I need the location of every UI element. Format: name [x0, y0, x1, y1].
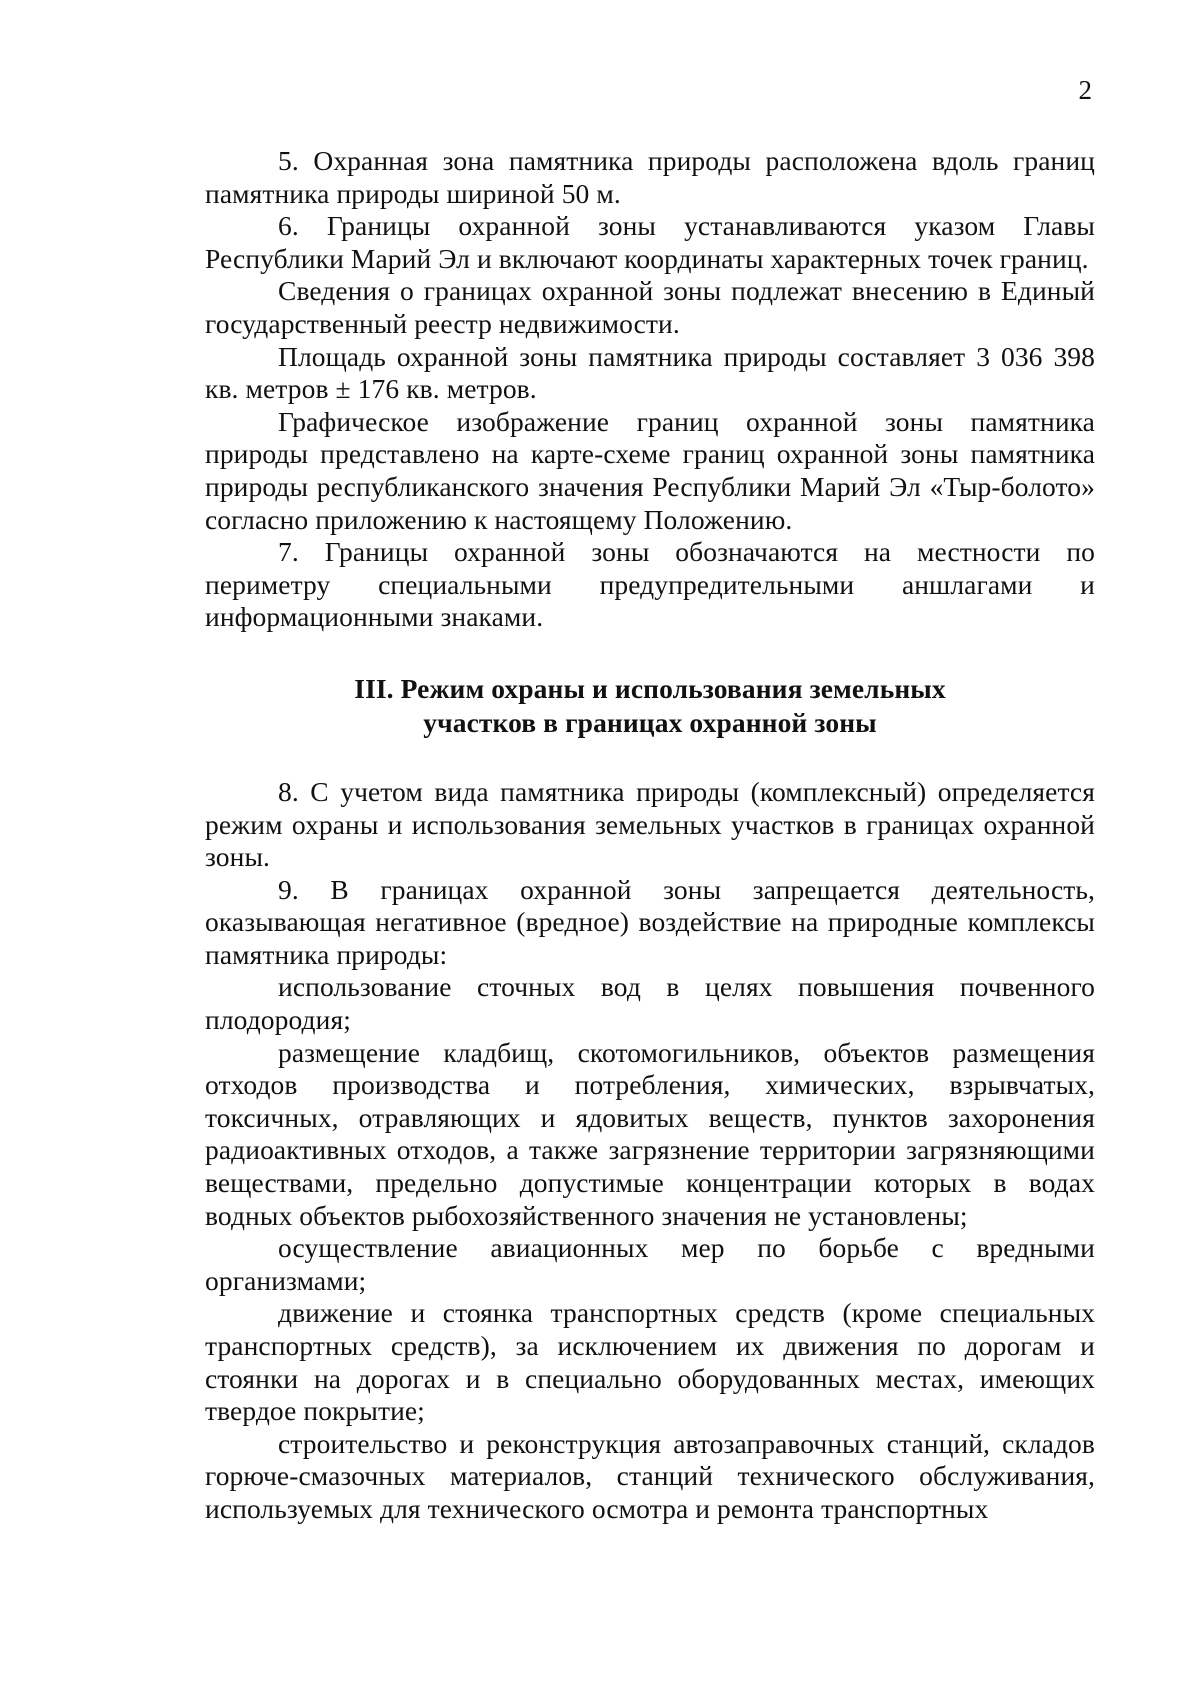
- list-item-aviation-measures: осуществление авиационных мер по борьбе с вредными организмами;: [205, 1232, 1095, 1296]
- list-item-vehicle-traffic: движение и стоянка транспортных средств (кроме специальных транспортных средств), за исключением их движения по дорогам и стоянки на дорогах и в специально оборудованных местах, имеющих твердое покрытие;: [205, 1297, 1095, 1427]
- section-heading-line-1: III. Режим охраны и использования земельных: [354, 672, 946, 704]
- paragraph-zone-area: Площадь охранной зоны памятника природы составляет 3 036 398 кв. метров ± 176 кв. метров.: [205, 340, 1095, 405]
- section-heading: [205, 672, 1095, 740]
- paragraph-item-6: 6. Границы охранной зоны устанавливаются указом Главы Республики Марий Эл и включают координаты характерных точек границ.: [205, 210, 1095, 274]
- paragraph-registry-info: Сведения о границах охранной зоны подлежат внесению в Единый государственный реестр недвижимости.: [205, 275, 1095, 339]
- section-heading-line-2: участков в границах охранной зоны: [423, 706, 877, 738]
- paragraph-item-8: 8. С учетом вида памятника природы (комплексный) определяется режим охраны и использования земельных участков в границах охранной зоны.: [205, 775, 1095, 873]
- list-item-fuel-stations: строительство и реконструкция автозаправочных станций, складов горюче-смазочных материалов, станций технического обслуживания, используемых для технического осмотра и ремонта транспортных: [205, 1427, 1095, 1524]
- list-item-wastewater: использование сточных вод в целях повышения почвенного плодородия;: [205, 971, 1095, 1036]
- paragraph-item-5: 5. Охранная зона памятника природы расположена вдоль границ памятника природы шириной 50 м.: [205, 145, 1095, 209]
- page-number: 2: [1078, 75, 1092, 105]
- paragraph-item-7: 7. Границы охранной зоны обозначаются на местности по периметру специальными предупредительными аншлагами и информационными знаками.: [205, 536, 1095, 633]
- list-item-waste-placement: размещение кладбищ, скотомогильников, объектов размещения отходов производства и потребления, химических, взрывчатых, токсичных, отравляющих и ядовитых веществ, пунктов захоронения радиоактивных отходов, а также загрязнение территории загрязняющими веществами, предельно допустимые концентрации которых в водах водных объектов рыбохозяйственного значения не установлены;: [205, 1036, 1095, 1231]
- paragraph-graphic-map: Графическое изображение границ охранной зоны памятника природы представлено на карте-схеме границ охранной зоны памятника природы республиканского значения Республики Марий Эл «Тыр-болото» согласно приложению к настоящему Положению.: [205, 405, 1095, 535]
- paragraph-item-9: 9. В границах охранной зоны запрещается деятельность, оказывающая негативное (вредное) воздействие на природные комплексы памятника природы:: [205, 873, 1095, 970]
- document-body: [205, 145, 1095, 1526]
